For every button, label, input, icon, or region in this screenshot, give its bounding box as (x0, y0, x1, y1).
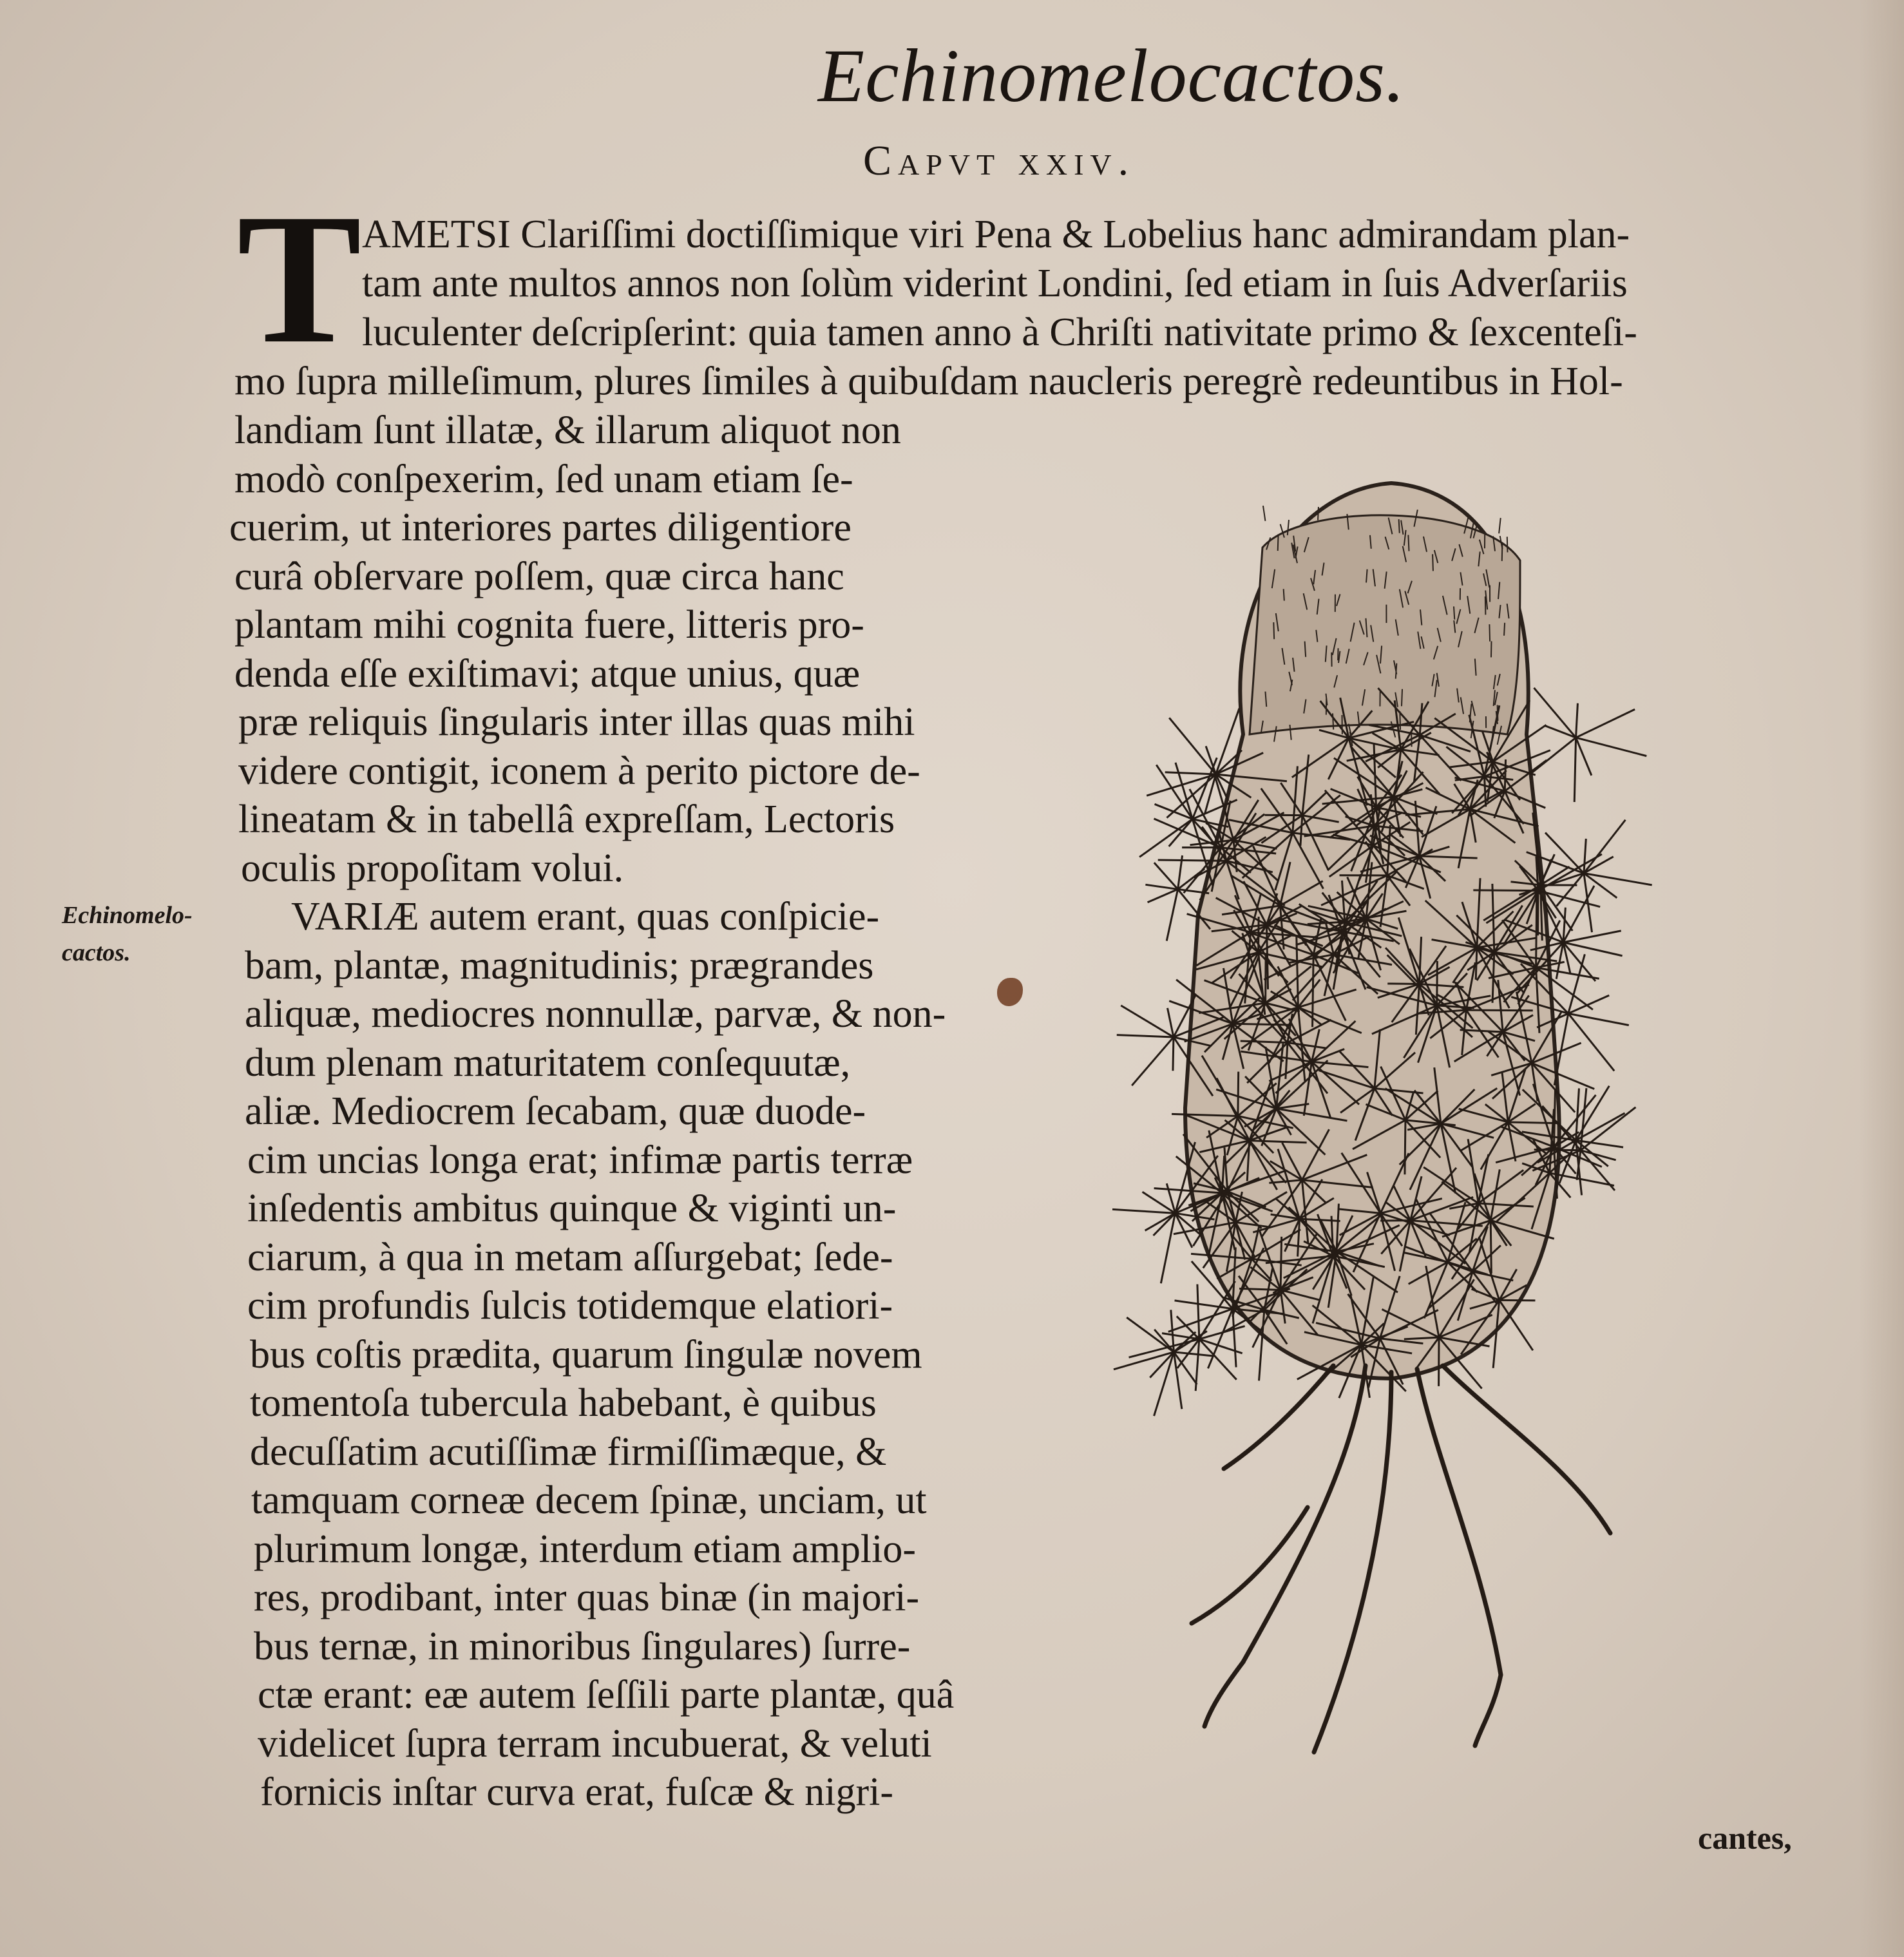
ink-stain (997, 978, 1023, 1006)
spine (1568, 1013, 1614, 1071)
wool-stroke (1507, 537, 1508, 552)
spine (1233, 1309, 1236, 1368)
spine (1313, 955, 1314, 1027)
spine (1206, 746, 1215, 774)
spine (1161, 1213, 1175, 1283)
wool-stroke (1318, 507, 1319, 520)
spine (1584, 839, 1586, 873)
wool-stroke (1408, 535, 1409, 551)
running-title: Echinomelocactos. (818, 33, 1405, 118)
spine (1168, 1309, 1233, 1332)
roots (1192, 1366, 1610, 1752)
spine (1166, 889, 1177, 940)
margin-note-line: cactos. (62, 939, 131, 966)
drop-cap: T (237, 175, 362, 382)
spine (1584, 857, 1614, 873)
body-line: decuſſatim acutiſſimæ firmiſſimæque, & (250, 1429, 887, 1474)
wool-stroke (1263, 506, 1265, 521)
spine (1574, 738, 1576, 802)
spine (1584, 820, 1626, 873)
body-line: oculis propoſitam volui. (241, 846, 624, 890)
spine (1165, 772, 1216, 774)
body-line: ctæ erant: eæ autem ſeſſili parte plantæ, quâ (258, 1673, 955, 1717)
body-line: cim profundis ſulcis totidemque elatiori- (247, 1284, 893, 1328)
body-line: bus coſtis prædita, quarum ſingulæ novem (250, 1332, 922, 1377)
spine (1175, 1301, 1233, 1309)
body-line: bam, plantæ, magnitudinis; prægrandes (245, 943, 874, 988)
spine (1473, 890, 1538, 891)
spine (1195, 1339, 1199, 1391)
spine (1563, 931, 1621, 942)
spine (1554, 1089, 1555, 1147)
body-line: denda eſſe exiſtimavi; atque unius, quæ (234, 651, 861, 696)
spine (1584, 873, 1652, 885)
margin-note (62, 897, 229, 971)
body-line: lineatam & in tabellâ expreſſam, Lectoris (238, 797, 895, 841)
catchword: cantes, (1698, 1820, 1792, 1856)
wool-stroke (1489, 624, 1490, 642)
body-line: modò conſpexerim, ſed unam etiam ſe- (234, 457, 853, 501)
body-line: plurimum longæ, interdum etiam amplio- (254, 1527, 917, 1571)
spine (1145, 884, 1177, 889)
spine (1490, 1220, 1491, 1274)
body-line: VARIÆ autem erant, quas conſpicie- (291, 895, 880, 939)
spine (1536, 896, 1537, 968)
spine (1576, 738, 1592, 776)
spine (1238, 1072, 1239, 1116)
body-line: cim uncias longa erat; infimæ partis terræ (247, 1138, 913, 1182)
body-line: tamquam corneæ decem ſpinæ, unciam, ut (251, 1478, 927, 1522)
wool-stroke (1273, 622, 1274, 639)
spine (1112, 1209, 1175, 1213)
spine (1437, 961, 1438, 1006)
wool-stroke (1399, 519, 1400, 533)
body-line: videre contigit, iconem à perito pictore de- (238, 749, 920, 793)
wool-stroke (1278, 534, 1279, 551)
intro-line: luculenter deſcripſerint: quia tamen anno à Chriſti nativitate primo & ſexcenteſi- (362, 310, 1637, 354)
body-line: res, prodibant, inter quas binæ (in majori- (254, 1576, 920, 1619)
spine (1233, 1024, 1290, 1025)
spine (1167, 1008, 1173, 1037)
spine (1508, 1122, 1557, 1123)
body-line: ciarum, à qua in metam aſſurgebat; ſede- (247, 1235, 893, 1279)
intro-line: AMETSI Clariſſimi doctiſſimique viri Pena & Lobelius hanc admirandam plan- (362, 213, 1630, 256)
body-line: bus ternæ, in minoribus ſingulares) ſurre- (254, 1624, 911, 1668)
spine (1158, 860, 1226, 861)
spine (1568, 954, 1585, 1013)
spine (1576, 738, 1647, 756)
chapter-heading: Capvt xxiv. (863, 137, 1136, 184)
body-line: tomentoſa tubercula habebant, è quibus (250, 1381, 877, 1425)
spine (1576, 703, 1578, 738)
spine (1545, 833, 1584, 873)
spine (1174, 1352, 1214, 1356)
spine (1568, 995, 1609, 1013)
body-line: curâ obſervare poſſem, quæ circa hanc (234, 554, 844, 598)
wool-stroke (1485, 597, 1486, 615)
spine (1466, 1010, 1532, 1011)
spine (1197, 1284, 1199, 1339)
body-line: præ reliquis ſingularis inter illas quas mihi (238, 700, 915, 744)
body-line: landiam ſunt illatæ, & illarum aliquot non (234, 408, 901, 452)
spine (1581, 1107, 1636, 1150)
body-line: inſedentis ambitus quinque & viginti un- (247, 1187, 897, 1230)
spine-cluster (1129, 1281, 1245, 1391)
page-edge-shadow (1859, 0, 1904, 1957)
wool-stroke (1499, 518, 1501, 533)
body-line: fornicis inſtar curva erat, fuſcæ & nigri- (260, 1770, 894, 1814)
spine (1132, 1037, 1174, 1085)
spine (1117, 1035, 1174, 1037)
body-line: aliæ. Mediocrem ſecabam, quæ duode- (245, 1089, 866, 1133)
cactus-illustration (1031, 464, 1842, 1778)
body-line: plantam mihi cognita fuere, litteris pro- (234, 603, 864, 647)
spine-cluster (1530, 688, 1646, 802)
margin-note-line: Echinomelo- (62, 902, 193, 929)
spine (1576, 709, 1635, 738)
spine (1154, 863, 1178, 889)
body-line: aliquæ, mediocres nonnullæ, parvæ, & non- (245, 992, 946, 1036)
spine (1173, 1037, 1174, 1071)
body-line: dum plenam maturitatem conſequutæ, (245, 1040, 851, 1085)
wool-stroke (1504, 623, 1505, 636)
intro-line: tam ante multos annos non ſolùm viderint Londini, ſed etiam in ſuis Adverſariis (362, 262, 1628, 305)
spine (1239, 1288, 1280, 1290)
intro-line: mo ſupra milleſimum, plures ſimiles à quibuſdam naucleris peregrè redeuntibus in Hol- (234, 359, 1623, 403)
spine (1121, 1006, 1174, 1037)
body-line: cuerim, ut interiores partes diligentiore (229, 506, 852, 549)
body-line: videlicet ſupra terram incubuerat, & veluti (258, 1721, 932, 1766)
spine (1148, 889, 1178, 902)
spine (1499, 1300, 1536, 1301)
